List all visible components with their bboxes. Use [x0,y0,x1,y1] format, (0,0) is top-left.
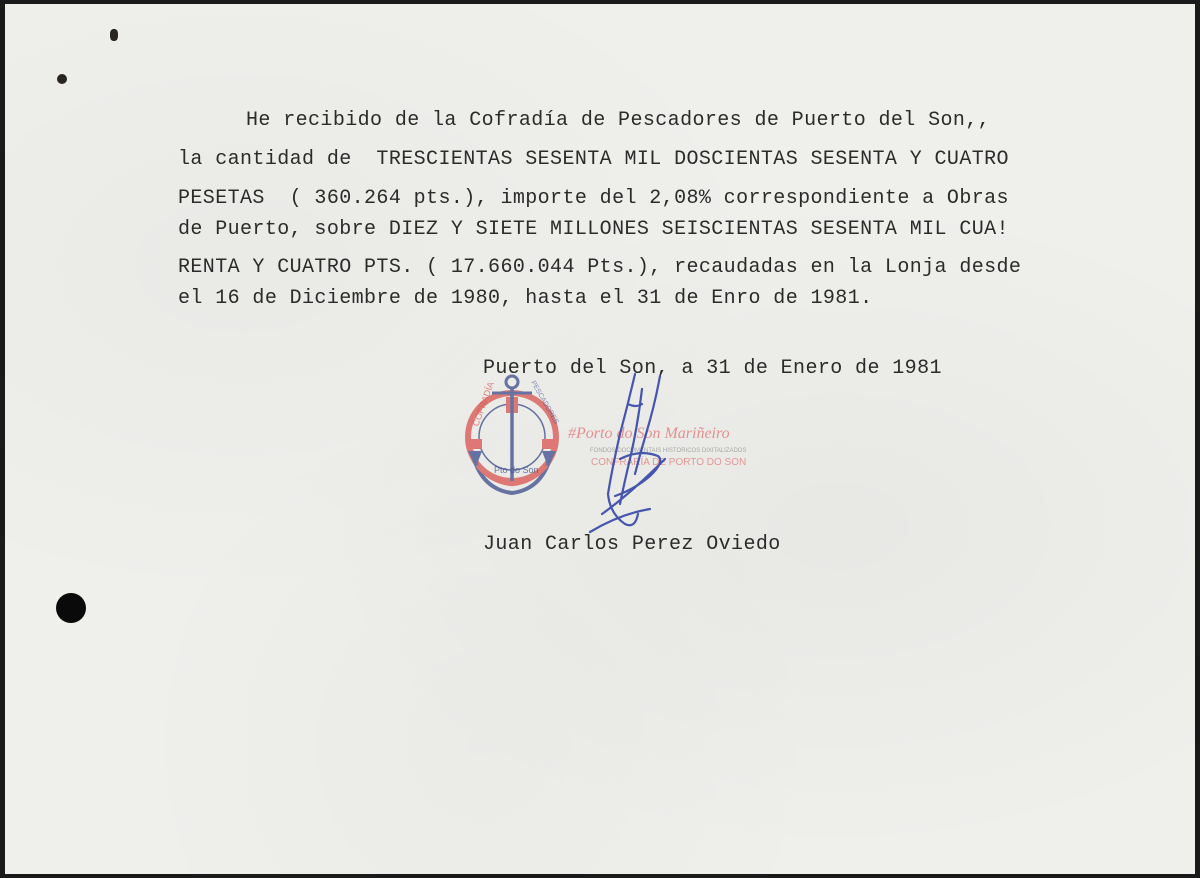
seal-right-text: PESCADORES [529,379,560,426]
watermark-hashtag: #Porto do Son Mariñeiro [568,425,730,442]
signatory-name: Juan Carlos Perez Oviedo [483,533,781,556]
body-line-6: el 16 de Diciembre de 1980, hasta el 31 de Enro de 1981. [178,287,873,310]
document-page [5,4,1195,874]
watermark-subtitle: FONDOS DOCUMENTAIS HISTÓRICOS DIXITALIZADOS [590,448,747,454]
body-line-5: RENTA Y CUATRO PTS. ( 17.660.044 Pts.), recaudadas en la Lonja desde [178,256,1022,279]
seal-top-text: COFRADÍA [470,380,496,428]
paper-stain [110,29,118,41]
place-date: Puerto del Son, a 31 de Enero de 1981 [483,357,942,380]
punch-hole [56,593,86,623]
body-line-1: He recibido de la Cofradía de Pescadores de Puerto del Son,, [246,109,991,132]
watermark-org: CONFRARÍA DE PORTO DO SON [591,457,747,468]
body-line-3: PESETAS ( 360.264 pts.), importe del 2,08% correspondiente a Obras [178,187,1009,210]
paper-stain [57,74,67,84]
body-line-4: de Puerto, sobre DIEZ Y SIETE MILLONES SEISCIENTAS SESENTA MIL CUA! [178,218,1009,241]
handwritten-signature [580,364,690,539]
seal-bottom-text: Pto do Son [494,465,539,475]
body-line-2: la cantidad de TRESCIENTAS SESENTA MIL DOSCIENTAS SESENTA Y CUATRO [178,148,1009,171]
